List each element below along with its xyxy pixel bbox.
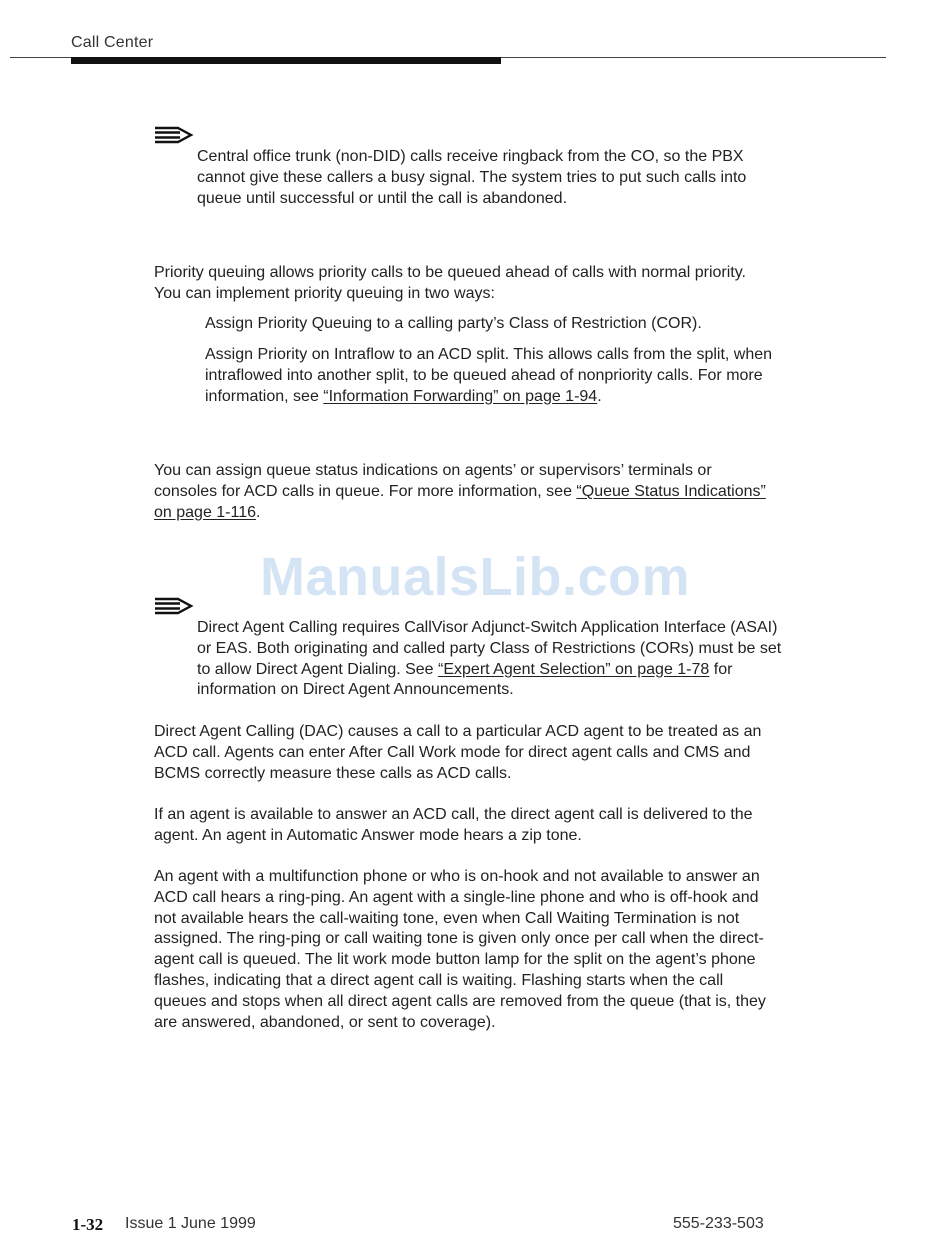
queue-status-text: You can assign queue status indications on agents’ or supervisors’ terminals or consoles for ACD calls in queue. For more information, see <box>154 462 712 500</box>
priority-intro: Priority queuing allows priority calls to be queued ahead of calls with normal priority. You can implement priority queuing in two ways: <box>154 264 746 302</box>
document-number: 555-233-503 <box>673 1215 764 1232</box>
note-text: Central office trunk (non-DID) calls receive ringback from the CO, so the PBX cannot give these callers a busy signal. The system tries to put such calls into queue until successful or until the call is abandoned. <box>197 148 747 207</box>
queue-status-end: . <box>256 503 261 521</box>
note2-end: for information on Direct Agent Announcements. <box>197 660 733 699</box>
priority-item-end: . <box>597 387 602 405</box>
issue-date: Issue 1 June 1999 <box>125 1215 256 1232</box>
dac-paragraph-3: An agent with a multifunction phone or who is on-hook and not available to answer an ACD call hears a ring-ping. An agent with a single-line phone and who is off-hook and not available hears the call-waiting tone, even when Call Waiting Termination is not assigned. The ring-ping or call waiting tone is given only once per call when the direct-agent call is queued. The lit work mode button lamp for the split on the agent’s phone flashes, indicating that a direct agent call is waiting. Flashing starts when the call queues and stops when all direct agent calls are removed from the queue (that is, they are answered, abandoned, or sent to coverage). <box>154 868 766 1031</box>
priority-item-cor: Assign Priority Queuing to a calling party’s Class of Restriction (COR). <box>205 315 702 332</box>
running-header: Call Center <box>71 34 154 51</box>
queue-status-link[interactable]: “Queue Status Indications” on page 1-116 <box>154 482 766 521</box>
expert-agent-selection-link[interactable]: “Expert Agent Selection” on page 1-78 <box>438 660 710 678</box>
queue-status-paragraph <box>154 461 774 523</box>
note2-text: Direct Agent Calling requires CallVisor Adjunct-Switch Application Interface (ASAI) or EAS. Both originating and called party Class of Restrictions (CORs) must be set to allow Direct Agent Dialing. See <box>197 619 782 678</box>
watermark: ManualsLib.com <box>259 547 691 607</box>
priority-item-text: Assign Priority on Intraflow to an ACD split. This allows calls from the split, when intraflowed into another split, to be queued ahead of nonpriority calls. For more information, see <box>205 346 773 405</box>
note-text <box>197 618 782 701</box>
priority-item-intraflow <box>205 345 780 407</box>
note-icon <box>154 126 194 146</box>
page-number: 1-32 <box>72 1215 104 1234</box>
dac-paragraph-1: Direct Agent Calling (DAC) causes a call to a particular ACD agent to be treated as an ACD call. Agents can enter After Call Work mode for direct agent calls and CMS and BCMS correctly measure these calls as ACD calls. <box>154 723 762 782</box>
header-rule-bar <box>71 57 501 64</box>
dac-paragraph-2: If an agent is available to answer an ACD call, the direct agent call is delivered to the agent. An agent in Automatic Answer mode hears a zip tone. <box>154 806 753 844</box>
info-forwarding-link[interactable]: “Information Forwarding” on page 1-94 <box>323 387 598 405</box>
note-icon <box>154 597 194 617</box>
